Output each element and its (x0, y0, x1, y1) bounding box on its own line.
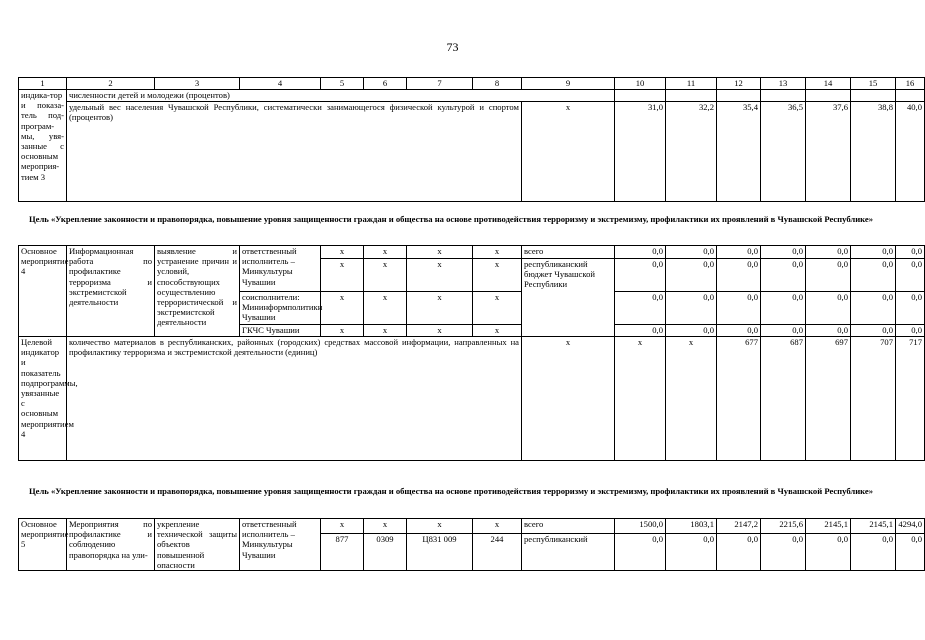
value-cell: 0,0 (896, 325, 925, 337)
indicator-label: индика-тор и показа-тель под-програм-мы, увя-занные с основным мероприя-тием 3 (19, 90, 67, 202)
activity-name-cell: Основное мероприятие 5 (19, 519, 67, 571)
funding-source-cell: республиканский (522, 533, 615, 570)
header-cell: 8 (473, 78, 522, 90)
funding-source-cell: республиканский бюджет Чувашской Республики (522, 259, 615, 337)
value-cell: 0,0 (851, 325, 896, 337)
value-cell: 4294,0 (896, 519, 925, 534)
value-cell: 0,0 (851, 292, 896, 325)
value-cell: 2147,2 (717, 519, 761, 534)
value-cell: 0,0 (761, 246, 806, 259)
code-cell: х (364, 259, 407, 292)
header-cell: 13 (761, 78, 806, 90)
value-cell: 687 (761, 337, 806, 461)
page-number: 73 (446, 40, 459, 54)
code-cell: 0309 (364, 533, 407, 570)
table-block-indicators-3 (18, 77, 925, 202)
table-cell: х (522, 337, 615, 461)
value-cell: 0,0 (666, 259, 717, 292)
activity-title-cell: Мероприятия по профилактике и соблюдению правопорядка на ули- (67, 519, 155, 571)
indicator-text: количество материалов в республиканских, районных (городских) средствах массовой информации, направленных на профилактику терроризма и экстремистской деятельности (единиц) (67, 337, 522, 461)
table-block-activity-5 (18, 518, 925, 571)
column-header-row (19, 78, 925, 90)
value-cell: 0,0 (666, 292, 717, 325)
value-cell: 697 (806, 337, 851, 461)
code-cell: х (473, 519, 522, 534)
value-cell: 0,0 (806, 259, 851, 292)
activity-task-cell: выявление и устранение причин и условий, способствующих осуществлению террористической и экстремистской деятельности (155, 246, 240, 337)
value-cell: 2145,1 (806, 519, 851, 534)
code-cell: х (321, 259, 364, 292)
code-cell: х (407, 246, 473, 259)
table-cell: х (522, 102, 615, 202)
value-cell: 0,0 (717, 259, 761, 292)
value-cell: 0,0 (717, 325, 761, 337)
code-cell: х (321, 519, 364, 534)
code-cell: х (407, 259, 473, 292)
value-cell: 0,0 (761, 325, 806, 337)
code-cell: х (407, 519, 473, 534)
header-cell: 2 (67, 78, 155, 90)
value-cell: 35,4 (717, 102, 761, 202)
code-cell: 244 (473, 533, 522, 570)
code-cell: х (364, 519, 407, 534)
value-cell: 38,8 (851, 102, 896, 202)
value-cell: 0,0 (851, 246, 896, 259)
header-cell: 14 (806, 78, 851, 90)
indicator-label: Целевой индикатор и показатель подпрограммы, увязанные с основным мероприятием 4 (19, 337, 67, 461)
value-cell: 0,0 (615, 533, 666, 570)
executor-cell: соисполнители: Мининформполитики Чувашии (240, 292, 321, 325)
value-cell: 0,0 (666, 533, 717, 570)
header-cell: 4 (240, 78, 321, 90)
value-cell: 0,0 (717, 292, 761, 325)
table-block-activity-4 (18, 245, 925, 461)
value-cell: 0,0 (761, 259, 806, 292)
table-row (19, 102, 925, 202)
funding-source-cell: всего (522, 519, 615, 534)
table-row (19, 519, 925, 534)
header-cell: 10 (615, 78, 666, 90)
value-cell: 0,0 (615, 292, 666, 325)
value-cell: 2145,1 (851, 519, 896, 534)
header-cell: 15 (851, 78, 896, 90)
value-cell: 0,0 (806, 325, 851, 337)
code-cell: х (473, 325, 522, 337)
indicator-text-b: удельный вес населения Чувашской Республики, систематически занимающегося физической культурой и спортом (процентов) (67, 102, 522, 202)
executor-cell: ответственный исполнитель – Минкультуры Чувашии (240, 246, 321, 292)
header-cell: 11 (666, 78, 717, 90)
value-cell: 0,0 (666, 246, 717, 259)
table-cell: х (666, 337, 717, 461)
value-cell: 707 (851, 337, 896, 461)
value-cell: 0,0 (896, 246, 925, 259)
value-cell: 0,0 (666, 325, 717, 337)
code-cell: х (321, 246, 364, 259)
table-cell: х (615, 337, 666, 461)
code-cell: х (321, 292, 364, 325)
value-cell: 0,0 (806, 533, 851, 570)
indicator-text-a: численности детей и молодежи (процентов) (67, 90, 615, 102)
code-cell: х (473, 246, 522, 259)
header-cell: 9 (522, 78, 615, 90)
value-cell: 0,0 (896, 259, 925, 292)
code-cell: х (364, 325, 407, 337)
activity-name-cell: Основное мероприятие 4 (19, 246, 67, 337)
value-cell: 36,5 (761, 102, 806, 202)
code-cell: Ц831 009 (407, 533, 473, 570)
table-row (19, 337, 925, 461)
code-cell: х (407, 325, 473, 337)
header-cell: 7 (407, 78, 473, 90)
value-cell: 677 (717, 337, 761, 461)
goal-heading-2: Цель «Укрепление законности и правопорядка, повышение уровня защищенности граждан и общества на основе противодействия терроризму и экстремизму, профилактики их проявлений в Чувашской Республике» (28, 486, 874, 496)
activity-task-cell: укрепление технической защиты объектов повышенной опасности (155, 519, 240, 571)
value-cell: 1803,1 (666, 519, 717, 534)
value-cell: 0,0 (896, 533, 925, 570)
value-cell: 0,0 (717, 533, 761, 570)
value-cell: 0,0 (615, 325, 666, 337)
code-cell: х (364, 246, 407, 259)
value-cell: 31,0 (615, 102, 666, 202)
value-cell: 32,2 (666, 102, 717, 202)
header-cell: 6 (364, 78, 407, 90)
goal-heading-1: Цель «Укрепление законности и правопорядка, повышение уровня защищенности граждан и общества на основе противодействия терроризму и экстремизму, профилактики их проявлений в Чувашской Республике» (28, 214, 874, 224)
header-cell: 5 (321, 78, 364, 90)
funding-source-cell: всего (522, 246, 615, 259)
header-cell: 12 (717, 78, 761, 90)
value-cell: 0,0 (761, 292, 806, 325)
code-cell: 877 (321, 533, 364, 570)
value-cell: 0,0 (896, 292, 925, 325)
code-cell: х (407, 292, 473, 325)
header-cell: 1 (19, 78, 67, 90)
executor-cell: ГКЧС Чувашии (240, 325, 321, 337)
code-cell: х (473, 292, 522, 325)
value-cell: 717 (896, 337, 925, 461)
value-cell: 0,0 (615, 246, 666, 259)
code-cell: х (364, 292, 407, 325)
value-cell: 0,0 (851, 533, 896, 570)
value-cell: 0,0 (851, 259, 896, 292)
value-cell: 37,6 (806, 102, 851, 202)
value-cell: 0,0 (761, 533, 806, 570)
executor-cell: ответственный исполнитель – Минкультуры Чувашии (240, 519, 321, 571)
activity-title-cell: Информационная работа по профилактике терроризма и экстремистской деятельности (67, 246, 155, 337)
header-cell: 3 (155, 78, 240, 90)
code-cell: х (473, 259, 522, 292)
value-cell: 0,0 (615, 259, 666, 292)
value-cell: 0,0 (717, 246, 761, 259)
table-row (19, 246, 925, 259)
value-cell: 0,0 (806, 292, 851, 325)
value-cell: 1500,0 (615, 519, 666, 534)
value-cell: 2215,6 (761, 519, 806, 534)
value-cell: 0,0 (806, 246, 851, 259)
value-cell: 40,0 (896, 102, 925, 202)
code-cell: х (321, 325, 364, 337)
header-cell: 16 (896, 78, 925, 90)
